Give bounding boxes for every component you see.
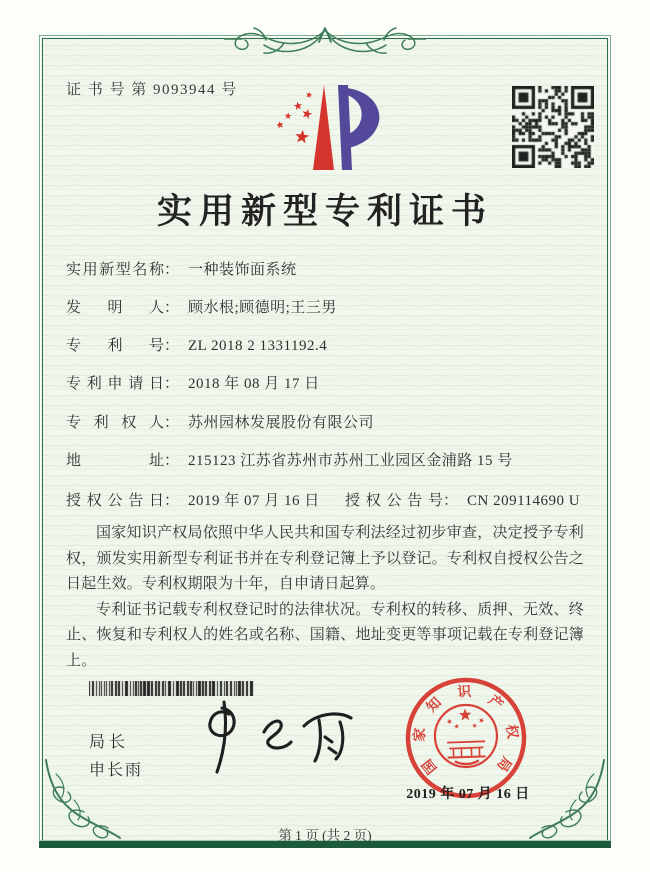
field-colon: ：: [164, 493, 180, 509]
logo-purple-p: [338, 85, 379, 170]
emblem-star-icon: [447, 719, 452, 724]
certificate-title: 实用新型专利证书: [156, 192, 493, 231]
field-colon: ：: [443, 493, 459, 509]
seal-character: 知: [424, 695, 445, 716]
seal-character: 识: [457, 685, 472, 701]
barcode: [89, 681, 254, 696]
director-name: 申长雨: [89, 762, 144, 779]
emblem-star-icon: [459, 708, 472, 720]
seal-character: 产: [484, 693, 506, 714]
legal-paragraph-1: 国家知识产权局依照中华人民共和国专利法经过初步审查，决定授予专利权，颁发实用新型专利证书并在专利登记簿上予以登记。专利权自授权公告之日起生效。专利权期限为十年，自申请日起算。: [66, 525, 584, 592]
field-row-name: [66, 258, 297, 279]
field-row-patent-no: [66, 334, 327, 355]
cnipa-logo: [261, 82, 389, 176]
field-row-address: [66, 449, 513, 470]
field-colon: ：: [164, 300, 180, 316]
field-row-filing-date: [66, 372, 320, 393]
field-colon: ：: [164, 453, 180, 469]
field-label: 实用新型名称: [66, 262, 164, 278]
field-colon: ：: [164, 415, 180, 431]
page-footer: 第 1 页 (共 2 页): [278, 828, 372, 843]
field-label: 地址: [66, 453, 164, 469]
field-label: 授权公告日: [66, 493, 164, 509]
field-value: ZL 2018 2 1331192.4: [188, 338, 328, 354]
field-value: 2018 年 08 月 17 日: [188, 376, 320, 392]
field-colon: ：: [164, 262, 180, 278]
emblem-star-icon: [454, 724, 459, 729]
field-label: 授权公告号: [345, 493, 443, 509]
field-value: 一种装饰面系统: [188, 262, 297, 278]
certificate-number: 证 书 号 第 9093944 号: [66, 82, 238, 98]
field-label: 发明人: [66, 300, 164, 316]
field-row-inventors: [66, 296, 337, 317]
field-label: 专利号: [66, 338, 164, 354]
field-row-grant: [66, 489, 586, 510]
field-row-patentee: [66, 411, 374, 432]
logo-stars-icon: [276, 92, 312, 144]
field-colon: ：: [164, 338, 180, 354]
field-value: 苏州园林发展股份有限公司: [188, 415, 375, 431]
field-value: CN 209114690 U: [467, 493, 581, 509]
emblem-star-icon: [472, 723, 477, 728]
legal-paragraph-2: 专利证书记载专利权登记时的法律状况。专利权的转移、质押、无效、终止、恢复和专利权人的姓名或名称、国籍、地址变更等事项记载在专利登记簿上。: [66, 601, 584, 669]
seal-character: 家: [412, 727, 429, 743]
logo-red-wedge: [313, 85, 334, 170]
emblem-star-icon: [479, 718, 484, 723]
seal-character: 权: [502, 723, 520, 740]
seal-character: 国: [420, 755, 441, 777]
field-value: 顾水根;顾德明;王三男: [188, 300, 337, 316]
field-grant-number: [345, 489, 580, 510]
seal-character: 局: [493, 753, 514, 774]
field-value: 2019 年 07 月 16 日: [188, 493, 320, 509]
field-colon: ：: [164, 376, 180, 392]
legal-text-block: [66, 521, 584, 674]
field-label: 专利申请日: [66, 376, 164, 392]
director-signature-icon: [188, 696, 368, 780]
national-emblem-icon: [434, 704, 498, 768]
field-label: 专利权人: [66, 415, 164, 431]
seal-date: 2019 年 07 月 16 日: [406, 787, 530, 802]
field-value: 215123 江苏省苏州市苏州工业园区金浦路 15 号: [188, 453, 513, 469]
qr-code: [512, 86, 594, 168]
director-title: 局长: [89, 734, 130, 751]
